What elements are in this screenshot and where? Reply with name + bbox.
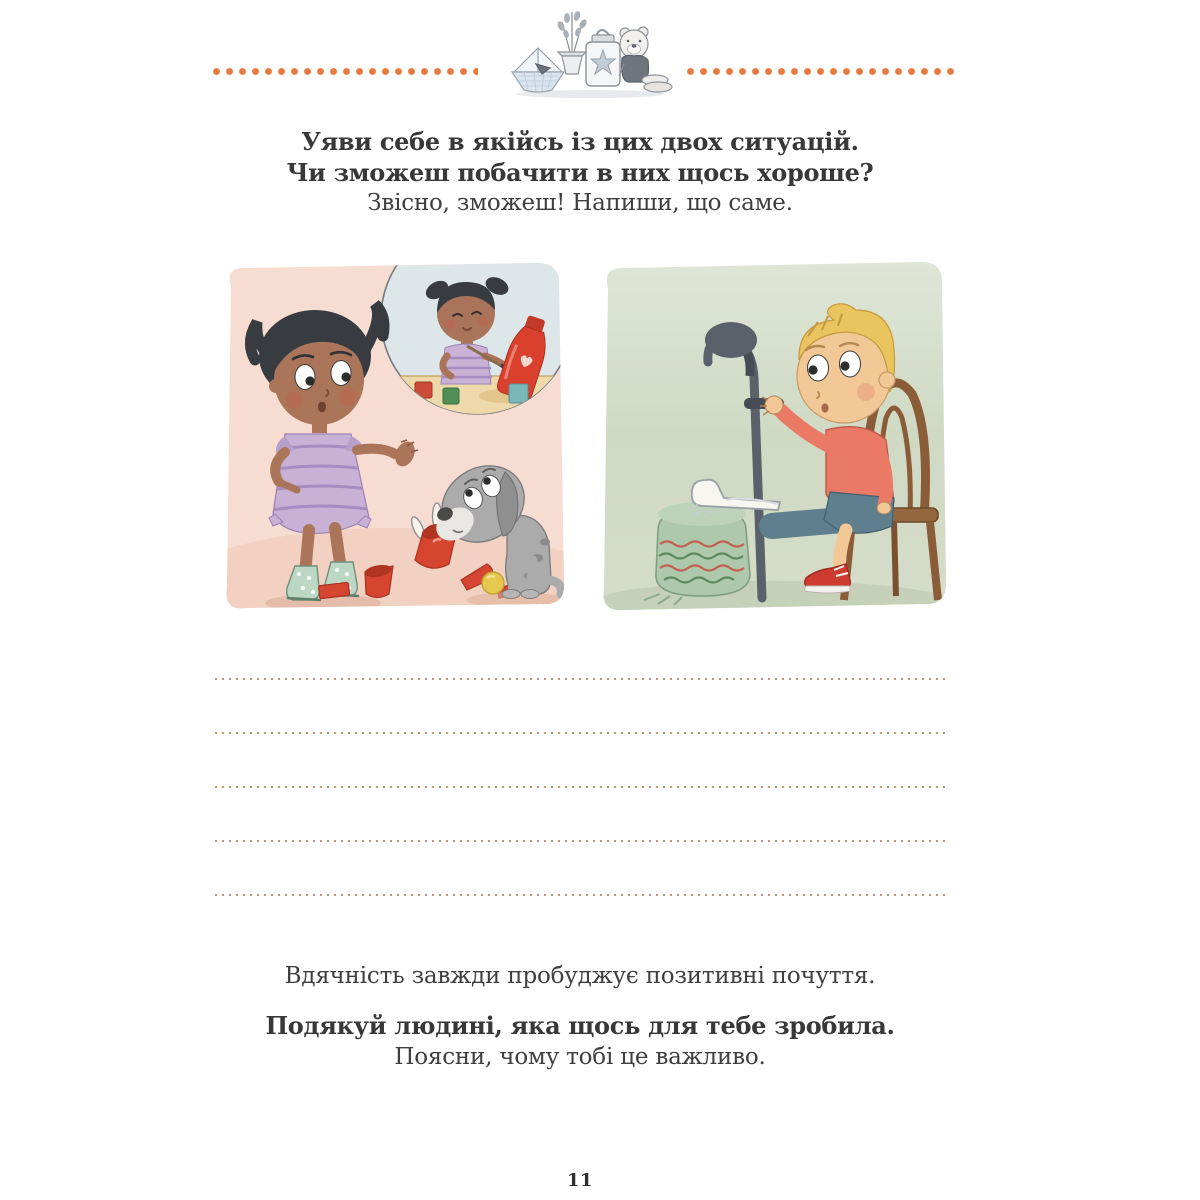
boat-plant-jar-teddy-sketch-icon [498,6,676,104]
outro-line-3: Поясни, чому тобі це важливо. [394,1044,766,1070]
potted-plant-sketch [556,10,588,74]
intro-line-3: Звісно, зможеш! Напиши, що саме. [367,190,793,216]
outro-line-1: Вдячність завжди пробуджує позитивні почуття. [284,963,876,989]
intro-line-2: Чи зможеш побачити в них щось хороше? [286,158,874,187]
paper-boat-sketch [512,48,564,92]
writing-line [215,894,946,896]
star-jar-sketch [586,30,620,86]
header-dotted-rule-left [210,67,478,76]
writing-line [215,732,946,734]
header-dotted-rule-right [684,67,957,76]
writing-lines [215,678,946,948]
illustration-broken-vase [215,258,567,612]
teddy-bear-sketch [619,27,672,92]
writing-line [215,678,946,680]
illustration-leg-cast [594,258,950,612]
intro-line-1: Уяви себе в якійсь із цих двох ситуацій. [301,127,859,156]
writing-line [215,786,946,788]
writing-line [215,840,946,842]
page-number: 11 [566,1170,594,1191]
header-decoration [498,6,676,104]
outro-line-2: Подякуй людині, яка щось для тебе зробила. [265,1011,895,1040]
